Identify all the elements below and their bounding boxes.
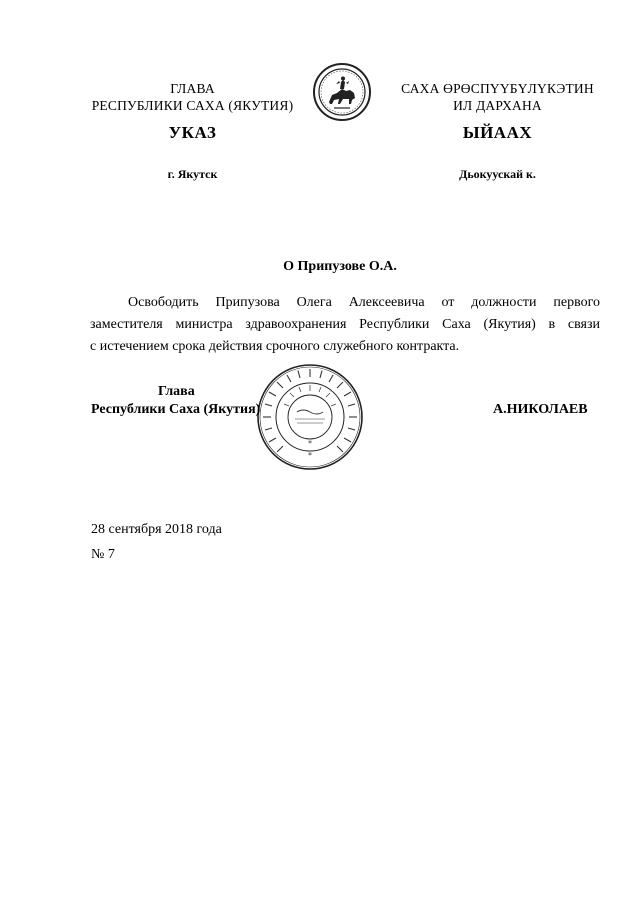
svg-text:*: * <box>308 439 312 448</box>
svg-text:*: * <box>308 451 312 460</box>
body-line-3: с истечением срока действия срочного служебного контракта. <box>90 339 460 354</box>
header-left-line2: РЕСПУБЛИКИ САХА (ЯКУТИЯ) <box>91 98 294 113</box>
header-left-line1: ГЛАВА <box>170 81 215 96</box>
emblem-icon <box>312 62 372 122</box>
header-left <box>80 80 305 114</box>
city-sakha: Дьокуускай к. <box>459 167 536 181</box>
city-ru: г. Якутск <box>167 167 218 181</box>
seal-icon <box>255 362 365 472</box>
signature-name: А.НИКОЛАЕВ <box>493 402 588 417</box>
body-line-2: заместителя министра здравоохранения Республики Саха (Якутия) в связи <box>90 317 600 332</box>
header-right <box>390 80 605 114</box>
document-date: 28 сентября 2018 года <box>91 522 222 537</box>
official-seal <box>255 362 365 472</box>
signature-title-line1: Глава <box>158 384 195 399</box>
document-subject: О Припузове О.А. <box>283 259 397 274</box>
header-right-line1: САХА ӨРӨСПҮҮБҮЛҮКЭТИН <box>401 81 594 96</box>
header-right-line2: ИЛ ДАРХАНА <box>453 98 542 113</box>
signature-title-line2: Республики Саха (Якутия) <box>91 402 261 417</box>
coat-of-arms-emblem <box>312 62 372 122</box>
body-line-1: Освободить Припузова Олега Алексеевича от должности первого <box>128 295 600 310</box>
doc-type-ru: УКАЗ <box>168 123 217 142</box>
document-number: № 7 <box>91 547 115 562</box>
doc-type-sakha: ЫЙААХ <box>462 123 533 142</box>
document-body <box>90 292 600 358</box>
